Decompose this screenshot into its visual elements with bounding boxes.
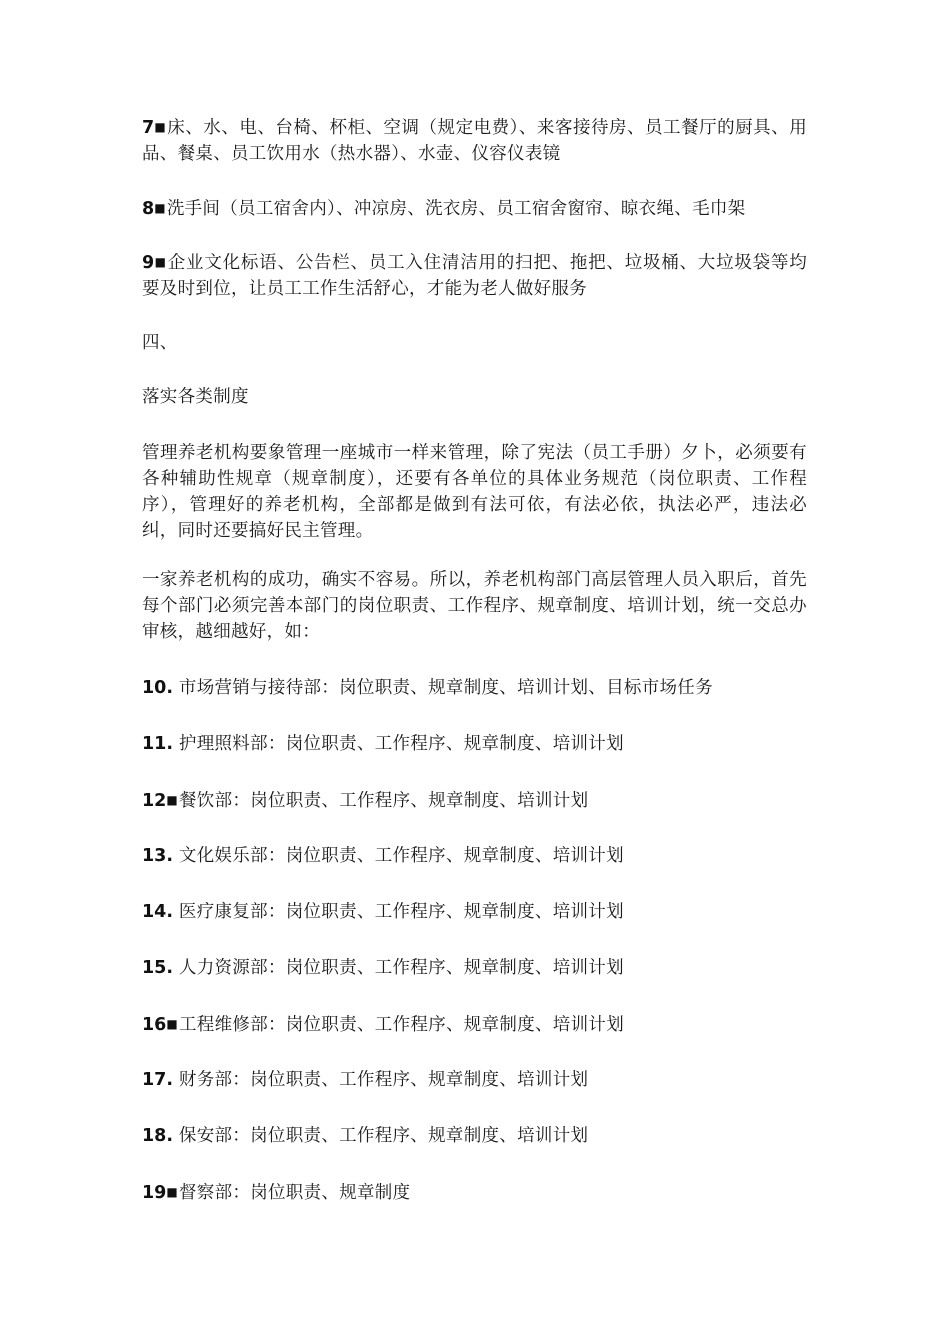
department-item (142, 899, 807, 925)
item-number: 19 (142, 1183, 167, 1203)
bullet-separator: ■ (154, 255, 167, 269)
bullet-separator: ■ (154, 120, 167, 134)
item-number: 15. (142, 958, 174, 978)
item-text: 文化娱乐部：岗位职责、工作程序、规章制度、培训计划 (178, 846, 624, 866)
item-text: 企业文化标语、公告栏、员工入住清洁用的扫把、拖把、垃圾桶、大垃圾袋等均要及时到位，让员工工作生活舒心，才能为老人做好服务 (142, 253, 807, 299)
item-text: 保安部：岗位职责、工作程序、规章制度、培训计划 (178, 1126, 589, 1146)
department-item (142, 1179, 807, 1206)
item-text: 督察部：岗位职责、规章制度 (179, 1183, 411, 1203)
department-item (142, 843, 807, 869)
bullet-separator: ■ (154, 201, 166, 215)
item-number: 11. (142, 734, 174, 754)
item-number: 10. (142, 678, 174, 698)
item-text: 护理照料部：岗位职责、工作程序、规章制度、培训计划 (178, 734, 624, 754)
item-number: 7 (142, 118, 155, 138)
section-title: 落实各类制度 (142, 387, 249, 407)
department-item (142, 955, 807, 981)
item-number: 8 (142, 199, 155, 219)
item-number: 13. (142, 846, 174, 866)
item-text: 医疗康复部：岗位职责、工作程序、规章制度、培训计划 (178, 902, 624, 922)
list-item (142, 195, 807, 222)
item-number: 12 (142, 791, 167, 811)
department-item (142, 731, 807, 757)
item-number: 9 (142, 253, 155, 273)
list-item (142, 249, 807, 302)
item-text: 工程维修部：岗位职责、工作程序、规章制度、培训计划 (179, 1015, 624, 1035)
bullet-separator: ■ (166, 1185, 178, 1199)
bullet-separator: ■ (166, 793, 178, 807)
department-item (142, 1067, 807, 1093)
bullet-separator: ■ (166, 1017, 178, 1031)
department-item (142, 787, 807, 814)
item-text: 洗手间（员工宿舍内）、冲凉房、洗衣房、员工宿舍窗帘、晾衣绳、毛巾架 (166, 199, 746, 219)
body-paragraph: 管理养老机构要象管理一座城市一样来管理，除了宪法（员工手册）夕卜，必须要有各种辅助性规章（规章制度），还要有各单位的具体业务规范（岗位职责、工作程序），管理好的养老机构，全部都是做到有法可依，有法必依，执法必严，违法必纠，同时还要搞好民主管理。 (142, 443, 807, 541)
item-number: 17. (142, 1070, 174, 1090)
body-paragraph: 一家养老机构的成功，确实不容易。所以，养老机构部门高层管理人员入职后，首先每个部门必须完善本部门的岗位职责、工作程序、规章制度、培训计划，统一交总办审核，越细越好，如： (142, 570, 807, 642)
item-text: 床、水、电、台椅、杯柜、空调（规定电费）、来客接待房、员工餐厅的厨具、用品、餐桌、员工饮用水（热水器）、水壶、仪容仪表镜 (142, 118, 807, 164)
section-number: 四、 (142, 333, 178, 353)
department-item (142, 675, 807, 701)
list-item (142, 114, 807, 167)
item-text: 市场营销与接待部：岗位职责、规章制度、培训计划、目标市场任务 (178, 678, 713, 698)
item-number: 14. (142, 902, 174, 922)
department-item (142, 1011, 807, 1038)
department-item (142, 1123, 807, 1149)
item-number: 16 (142, 1015, 167, 1035)
item-text: 餐饮部：岗位职责、工作程序、规章制度、培训计划 (179, 791, 589, 811)
item-number: 18. (142, 1126, 174, 1146)
item-text: 人力资源部：岗位职责、工作程序、规章制度、培训计划 (178, 958, 624, 978)
item-text: 财务部：岗位职责、工作程序、规章制度、培训计划 (178, 1070, 589, 1090)
